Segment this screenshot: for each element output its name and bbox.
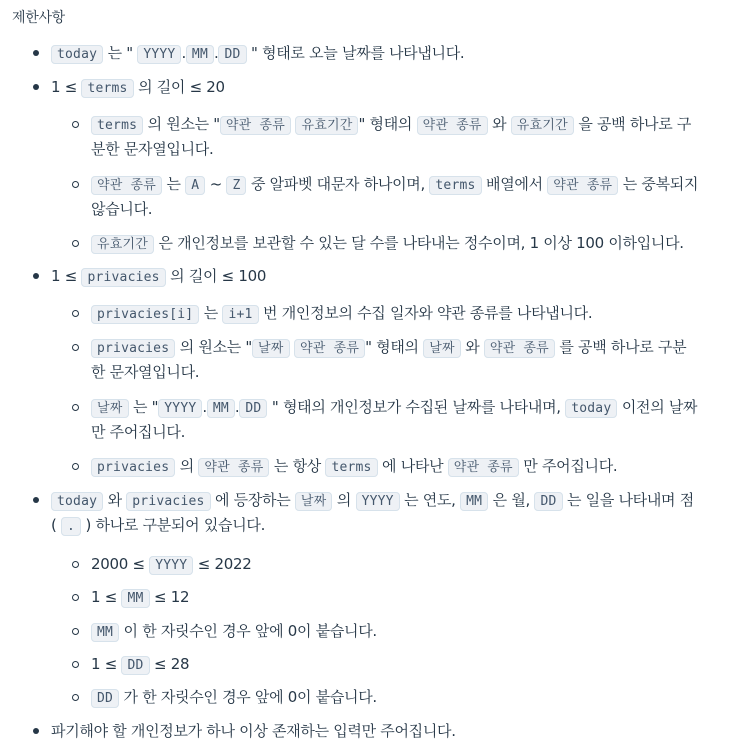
code-mm: MM bbox=[207, 399, 235, 418]
list-item bbox=[91, 302, 592, 326]
code-date: 날짜 bbox=[295, 492, 333, 511]
text: 을 공백 하나로 구 bbox=[578, 115, 692, 133]
text: 1 ≤ bbox=[51, 78, 77, 96]
code-dd: DD bbox=[534, 492, 562, 511]
text: 는 bbox=[166, 175, 181, 193]
code-today: today bbox=[565, 399, 617, 418]
list-item bbox=[51, 76, 225, 100]
list-item bbox=[91, 553, 251, 577]
text: 에 나타난 bbox=[382, 457, 444, 475]
code-yyyy: YYYY bbox=[137, 45, 181, 64]
code-terms: terms bbox=[81, 79, 133, 98]
text: 만 주어집니다. bbox=[523, 457, 618, 475]
bullet-circle bbox=[72, 628, 79, 635]
text: 는 일을 나타내며 점 bbox=[566, 491, 694, 509]
code-dd: DD bbox=[91, 689, 119, 708]
code-dd: DD bbox=[121, 656, 149, 675]
text: . bbox=[213, 44, 219, 62]
text: 에 등장하는 bbox=[215, 491, 291, 509]
text: 의 bbox=[336, 491, 352, 509]
text: 를 공백 하나로 구분 bbox=[559, 338, 687, 356]
list-item-continuation: 않습니다. bbox=[91, 200, 153, 218]
code-term-type: 약관 종류 bbox=[91, 176, 162, 195]
text: 은 월, bbox=[492, 491, 530, 509]
text: 배열에서 bbox=[486, 175, 543, 193]
code-yyyy: YYYY bbox=[356, 492, 400, 511]
code-term-type: 약관 종류 bbox=[547, 176, 618, 195]
text: . bbox=[234, 398, 240, 416]
code-dd: DD bbox=[239, 399, 267, 418]
text: 와 bbox=[107, 491, 122, 509]
text: " 형태로 오늘 날짜를 나타냅니다. bbox=[250, 44, 465, 62]
list-item bbox=[51, 489, 694, 513]
code-terms: terms bbox=[91, 116, 143, 135]
list-item bbox=[91, 586, 189, 610]
list-item bbox=[91, 173, 698, 197]
text: 와 bbox=[492, 115, 507, 133]
code-privacies: privacies bbox=[81, 268, 165, 287]
text: " 형태의 bbox=[358, 115, 413, 133]
code-privacies-i: privacies[i] bbox=[91, 305, 199, 324]
code-term-type: 약관 종류 bbox=[198, 458, 269, 477]
bullet-circle bbox=[72, 661, 79, 668]
list-item-continuation bbox=[51, 514, 265, 538]
text: 2000 ≤ bbox=[91, 555, 145, 573]
code-privacies: privacies bbox=[126, 492, 210, 511]
text: 의 원소는 " bbox=[147, 115, 220, 133]
list-item bbox=[91, 686, 377, 710]
code-term-type: 약관 종류 bbox=[448, 458, 519, 477]
text: ≤ 12 bbox=[153, 588, 190, 606]
bullet-circle bbox=[72, 404, 79, 411]
code-validity: 유효기간 bbox=[91, 235, 154, 254]
bullet-circle bbox=[72, 121, 79, 128]
code-term-type: 약관 종류 bbox=[417, 116, 488, 135]
text: 는 " bbox=[133, 398, 159, 416]
code-privacies: privacies bbox=[91, 458, 175, 477]
list-item bbox=[91, 336, 686, 360]
text: . bbox=[181, 44, 186, 62]
code-date: 날짜 bbox=[423, 339, 461, 358]
code-dot: . bbox=[61, 517, 81, 536]
list-item bbox=[91, 653, 189, 677]
code-yyyy: YYYY bbox=[149, 556, 193, 575]
bullet-dot bbox=[33, 84, 39, 90]
bullet-circle bbox=[72, 694, 79, 701]
code-today: today bbox=[51, 45, 103, 64]
list-item-continuation: 한 문자열입니다. bbox=[91, 363, 200, 381]
list-item bbox=[51, 265, 266, 289]
text: 는 bbox=[203, 304, 218, 322]
list-item-continuation: 만 주어집니다. bbox=[91, 423, 186, 441]
list-item-continuation: 분한 문자열입니다. bbox=[91, 140, 214, 158]
code-a: A bbox=[185, 176, 205, 195]
list-item: 파기해야 할 개인정보가 하나 이상 존재하는 입력만 주어집니다. bbox=[51, 722, 456, 740]
text: 중 알파벳 대문자 하나이며, bbox=[250, 175, 425, 193]
text: ~ bbox=[209, 175, 222, 193]
bullet-dot bbox=[33, 50, 39, 56]
code-term-type: 약관 종류 bbox=[484, 339, 555, 358]
list-item bbox=[91, 232, 684, 256]
text: 는 중복되지 bbox=[622, 175, 699, 193]
section-title: 제한사항 bbox=[12, 10, 65, 26]
text: 의 길이 ≤ 100 bbox=[170, 267, 267, 285]
text: ≤ 28 bbox=[153, 655, 190, 673]
code-validity: 유효기간 bbox=[295, 116, 358, 135]
list-item bbox=[91, 396, 697, 420]
code-mm: MM bbox=[460, 492, 488, 511]
text: 1 ≤ bbox=[51, 267, 77, 285]
text: 는 항상 bbox=[273, 457, 321, 475]
text: 1 ≤ bbox=[91, 655, 117, 673]
code-mm: MM bbox=[121, 589, 149, 608]
text: 는 연도, bbox=[404, 491, 456, 509]
bullet-dot bbox=[33, 497, 39, 503]
code-dd: DD bbox=[218, 45, 246, 64]
text: 1 ≤ bbox=[91, 588, 117, 606]
list-item bbox=[51, 42, 464, 66]
text: 와 bbox=[465, 338, 480, 356]
text: 이전의 날짜 bbox=[621, 398, 698, 416]
bullet-dot bbox=[33, 728, 39, 734]
bullet-circle bbox=[72, 310, 79, 317]
text: 는 " bbox=[107, 44, 133, 62]
text: ( bbox=[51, 516, 57, 534]
text: 은 개인정보를 보관할 수 있는 달 수를 나타내는 정수이며, 1 이상 100 이하입니다. bbox=[158, 234, 684, 252]
bullet-circle bbox=[72, 181, 79, 188]
code-privacies: privacies bbox=[91, 339, 175, 358]
bullet-circle bbox=[72, 240, 79, 247]
code-today: today bbox=[51, 492, 103, 511]
list-item bbox=[91, 620, 377, 644]
list-item bbox=[91, 455, 617, 479]
code-terms: terms bbox=[429, 176, 481, 195]
code-mm: MM bbox=[186, 45, 214, 64]
code-term-type: 약관 종류 bbox=[220, 116, 291, 135]
text: " 형태의 bbox=[365, 338, 419, 356]
code-i-plus-1: i+1 bbox=[222, 305, 258, 324]
code-terms: terms bbox=[325, 458, 377, 477]
bullet-circle bbox=[72, 561, 79, 568]
code-validity: 유효기간 bbox=[511, 116, 574, 135]
text: 의 길이 ≤ 20 bbox=[138, 78, 225, 96]
text: . bbox=[202, 398, 207, 416]
bullet-circle bbox=[72, 594, 79, 601]
bullet-circle bbox=[72, 344, 79, 351]
code-date: 날짜 bbox=[91, 399, 129, 418]
text: " 형태의 개인정보가 수집된 날짜를 나타내며, bbox=[271, 398, 561, 416]
code-yyyy: YYYY bbox=[158, 399, 202, 418]
code-mm: MM bbox=[91, 623, 119, 642]
text: ) 하나로 구분되어 있습니다. bbox=[85, 516, 266, 534]
code-z: Z bbox=[226, 176, 246, 195]
bullet-circle bbox=[72, 463, 79, 470]
bullet-dot bbox=[33, 273, 39, 279]
text: 이 한 자릿수인 경우 앞에 0이 붙습니다. bbox=[123, 622, 377, 640]
list-item bbox=[91, 113, 691, 137]
text: ≤ 2022 bbox=[197, 555, 252, 573]
text: 의 원소는 " bbox=[179, 338, 253, 356]
text: 의 bbox=[179, 457, 194, 475]
text: 번 개인정보의 수집 일자와 약관 종류를 나타냅니다. bbox=[263, 304, 593, 322]
code-date: 날짜 bbox=[252, 339, 290, 358]
code-term-type: 약관 종류 bbox=[294, 339, 365, 358]
text: 가 한 자릿수인 경우 앞에 0이 붙습니다. bbox=[123, 688, 377, 706]
